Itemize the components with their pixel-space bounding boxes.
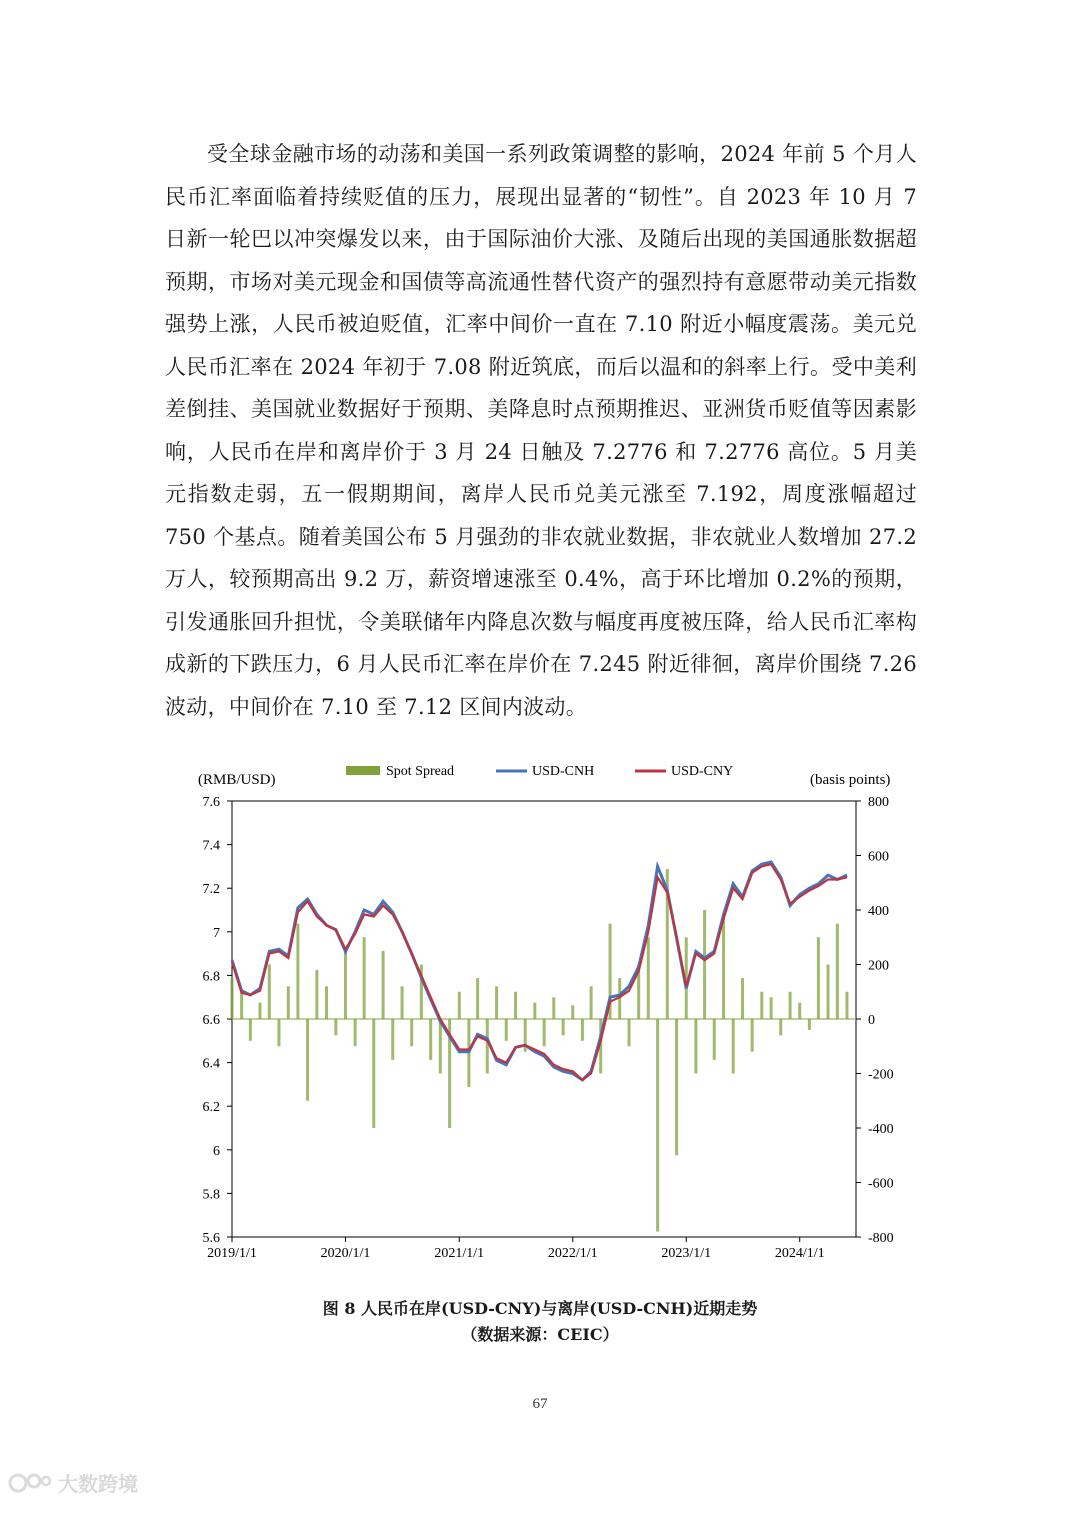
spot-spread-bar [817, 937, 820, 1019]
spot-spread-bar [505, 1019, 508, 1041]
right-tick-label: 200 [868, 958, 889, 974]
left-tick-label: 5.6 [202, 1231, 220, 1246]
legend-label-spot-spread: Spot Spread [386, 764, 455, 779]
spot-spread-bar [287, 986, 290, 1019]
spot-spread-bar [439, 1019, 442, 1074]
left-tick-label: 7.4 [202, 838, 220, 854]
spot-spread-bar [249, 1019, 252, 1041]
right-axis-label: (basis points) [810, 772, 891, 788]
spot-spread-bar [391, 1019, 394, 1060]
right-tick-label: 400 [868, 904, 889, 919]
body-paragraph: 受全球金融市场的动荡和美国一系列政策调整的影响，2024 年前 5 个月人民币汇率面临着持续贬值的压力，展现出显著的“韧性”。自 2023 年 10 月 7 日新一轮巴以冲突爆发以来，由于国际油价大涨、及随后出现的美国通胀数据超预期，市场对美元现金和国债等高流通性替代资产的强烈持有意愿带动美元指数强势上涨，人民币被迫贬值，汇率中间价一直在 7.10 附近小幅度震荡。美元兑人民币汇率在 2024 年初于 7.08 附近筑底，而后以温和的斜率上行。受中美利差倒挂、美国就业数据好于预期、美降息时点预期推迟、亚洲货币贬值等因素影响，人民币在岸和离岸价于 3 月 24 日触及 7.2776 和 7.2776 高位。5 月美元指数走弱，五一假期期间，离岸人民币兑美元涨至 7.192，周度涨幅超过 750 个基点。随着美国公布 5 月强劲的非农就业数据，非农就业人数增加 27.2 万人，较预期高出 9.2 万，薪资增速涨至 0.4%，高于环比增加 0.2%的预期，引发通胀回升担忧，令美联储年内降息次数与幅度再度被压降，给人民币汇率构成新的下跌压力，6 月人民币汇率在岸价在 7.245 附近徘徊，离岸价围绕 7.26 波动，中间价在 7.10 至 7.12 区间内波动。 [165, 142, 917, 719]
spot-spread-bar [354, 1019, 357, 1046]
x-tick-label: 2019/1/1 [207, 1246, 257, 1261]
spot-spread-bar [827, 965, 830, 1020]
spot-spread-bar [382, 951, 385, 1019]
legend-label-usd-cny: USD-CNY [671, 764, 734, 779]
usd-cnh-line [232, 862, 847, 1080]
left-tick-label: 6.2 [202, 1100, 220, 1116]
spot-spread-bar [306, 1019, 309, 1101]
right-tick-label: 800 [868, 795, 889, 810]
spot-spread-bar [789, 992, 792, 1019]
right-tick-label: -800 [868, 1231, 894, 1246]
x-tick-label: 2024/1/1 [774, 1246, 825, 1261]
spot-spread-bar [760, 992, 763, 1019]
spot-spread-bar [458, 992, 461, 1019]
spot-spread-bar [845, 992, 848, 1019]
spot-spread-bar [325, 986, 328, 1019]
spot-spread-bar [231, 978, 234, 1019]
x-tick-label: 2023/1/1 [661, 1246, 712, 1261]
spot-spread-bar [344, 948, 347, 1019]
right-tick-label: -200 [868, 1067, 894, 1083]
spot-spread-bar [476, 978, 479, 1019]
spot-spread-bar [514, 992, 517, 1019]
spot-spread-bar [543, 1019, 546, 1046]
spot-spread-bar [533, 1003, 536, 1019]
usd-cny-line [232, 864, 847, 1080]
spot-spread-bar [372, 1019, 375, 1128]
legend [346, 764, 733, 779]
spot-spread-bar [429, 1019, 432, 1060]
right-tick-label: -400 [868, 1122, 894, 1137]
figure-caption: 图 8 人民币在岸(USD-CNY)与离岸(USD-CNH)近期走势 [322, 1299, 758, 1318]
spot-spread-bar [741, 978, 744, 1019]
spot-spread-bar [363, 937, 366, 1019]
spot-spread-bar [410, 1019, 413, 1046]
left-tick-label: 6.4 [202, 1056, 220, 1072]
spot-spread-bar [258, 1003, 261, 1019]
left-tick-label: 6.8 [202, 969, 220, 985]
right-tick-label: 0 [868, 1013, 875, 1028]
spot-spread-bar [808, 1019, 811, 1030]
left-tick-label: 7 [213, 925, 220, 941]
watermark [8, 1468, 138, 1497]
spot-spread-bar [552, 997, 555, 1019]
spot-spread-bar [268, 965, 271, 1020]
spot-spread-bar [296, 924, 299, 1019]
left-tick-label: 7.6 [202, 795, 220, 810]
legend-swatch-spot-spread [346, 766, 380, 775]
exchange-rate-chart [180, 752, 920, 1272]
left-tick-label: 6.6 [202, 1013, 220, 1028]
spot-spread-bar [694, 1019, 697, 1074]
spot-spread-bar [486, 1019, 489, 1074]
x-tick-label: 2021/1/1 [434, 1246, 485, 1261]
x-tick-label: 2020/1/1 [320, 1246, 371, 1261]
page-number: 67 [532, 1396, 548, 1412]
spot-spread-bar [277, 1019, 280, 1046]
spot-spread-bar [751, 1019, 754, 1052]
left-axis-label: (RMB/USD) [198, 772, 276, 788]
left-tick-label: 7.2 [202, 882, 220, 898]
spot-spread-bar [401, 986, 404, 1019]
figure-source: （数据来源：CEIC） [461, 1325, 619, 1344]
spot-spread-bar [571, 1005, 574, 1019]
spot-spread-bar [647, 937, 650, 1019]
spot-spread-bar [675, 1019, 678, 1155]
spot-spread-bar [703, 910, 706, 1019]
watermark-text: 大数跨境 [58, 1472, 138, 1496]
legend-label-usd-cnh: USD-CNH [532, 764, 595, 779]
spot-spread-bar [770, 997, 773, 1019]
right-tick-label: -600 [868, 1176, 894, 1192]
spot-spread-bar [334, 1019, 337, 1035]
spot-spread-bar [581, 1019, 584, 1041]
spot-spread-bar [495, 986, 498, 1019]
x-tick-label: 2022/1/1 [547, 1246, 598, 1261]
spot-spread-bar [722, 915, 725, 1019]
left-tick-label: 5.8 [202, 1187, 220, 1203]
spot-spread-bar [656, 1019, 659, 1232]
spot-spread-bar [798, 1003, 801, 1019]
left-tick-label: 6 [213, 1143, 220, 1159]
spot-spread-bar [628, 1019, 631, 1046]
spot-spread-bar [240, 992, 243, 1019]
spot-spread-bar [836, 924, 839, 1019]
spot-spread-bar [732, 1019, 735, 1074]
spot-spread-bar [713, 1019, 716, 1060]
watermark-logo-icon [8, 1469, 52, 1497]
spot-spread-bar [590, 986, 593, 1019]
spot-spread-bar [779, 1019, 782, 1035]
right-tick-label: 600 [868, 849, 889, 865]
spot-spread-bar [315, 970, 318, 1019]
spot-spread-bar [562, 1019, 565, 1035]
